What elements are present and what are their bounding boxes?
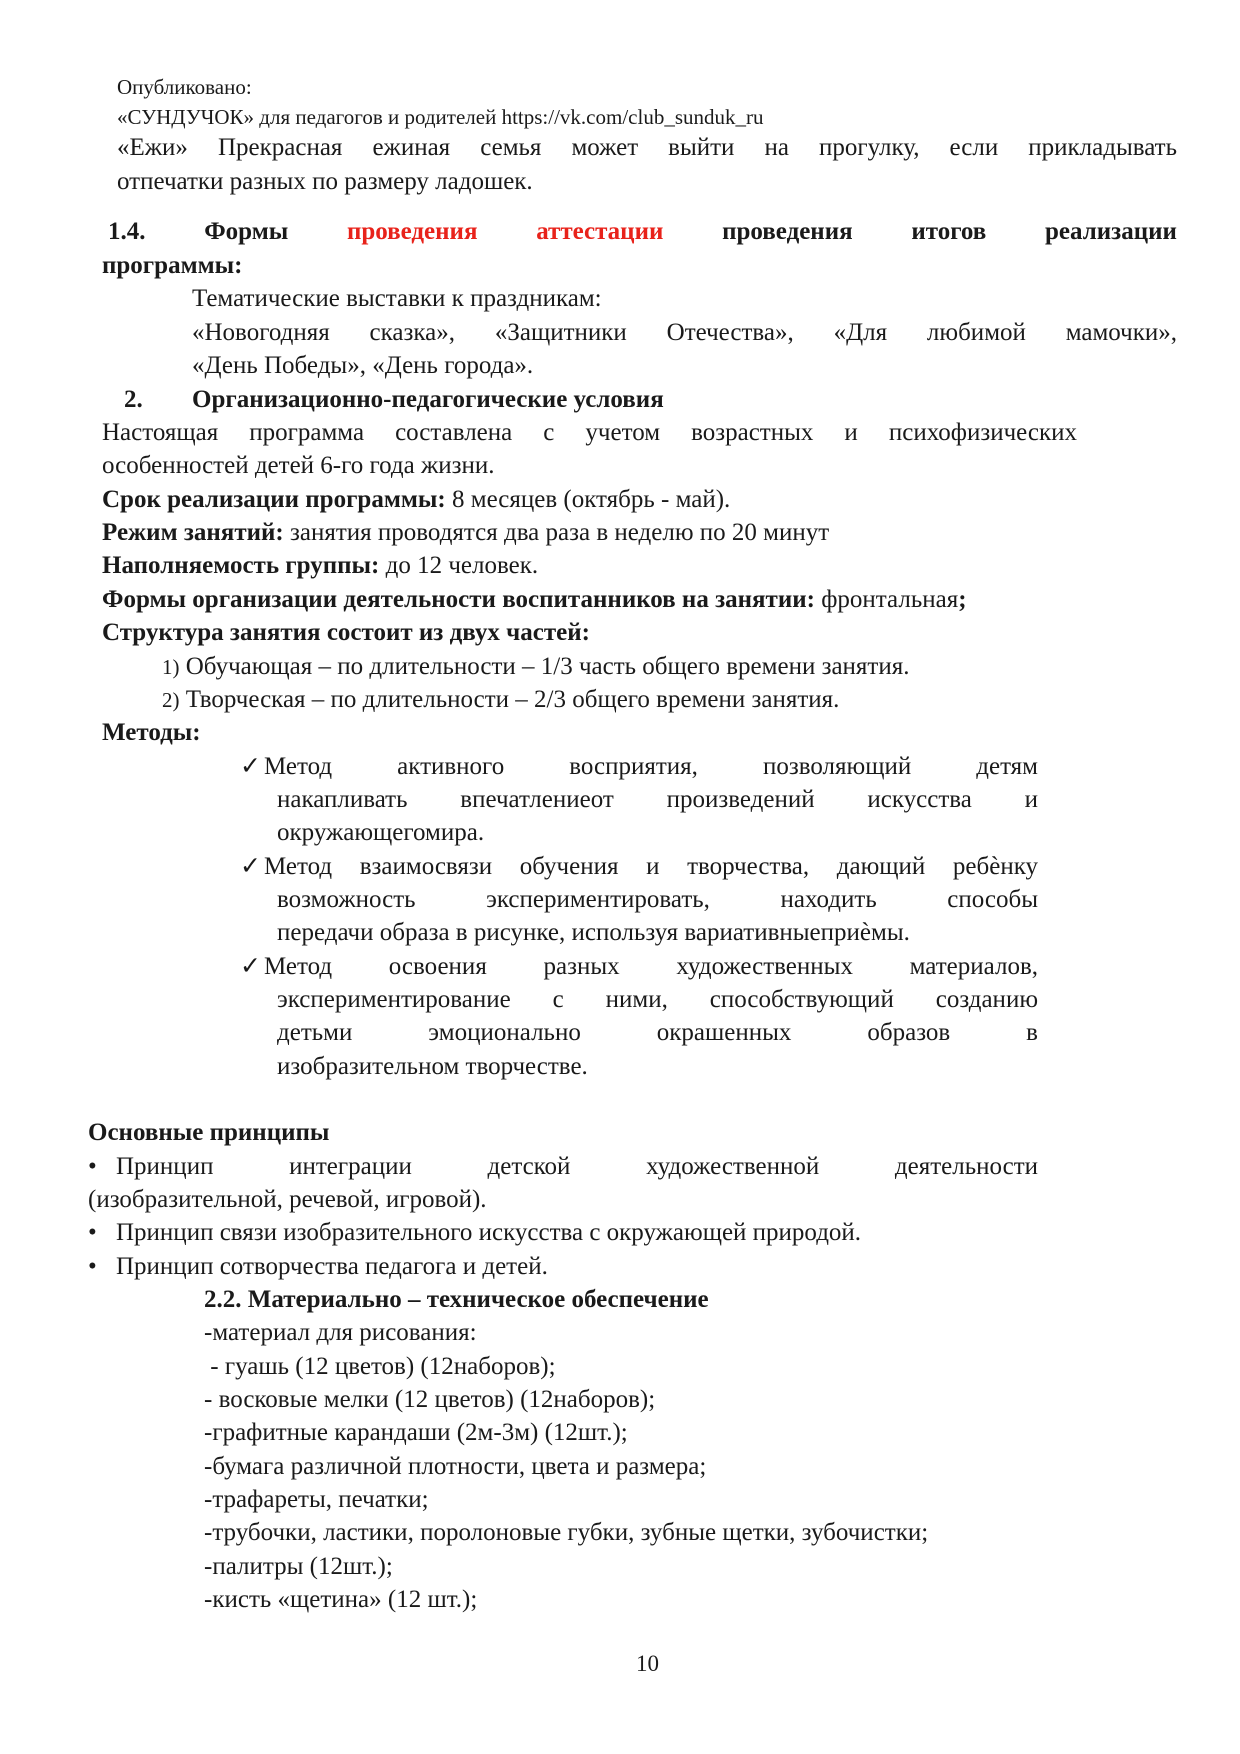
- principles-title: Основные принципы: [88, 1119, 330, 1146]
- intro-line-2: отпечатки разных по размеру ладошек.: [117, 168, 533, 195]
- part-2: [162, 685, 839, 715]
- bullet-icon: •: [88, 1219, 97, 1246]
- method-3-line-4: изобразительном творчестве.: [277, 1053, 588, 1080]
- forms-value: фронтальная: [814, 586, 959, 613]
- section-2-desc-line-2: особенностей детей 6-го года жизни.: [102, 452, 495, 479]
- section-1-4-heading: [108, 217, 1177, 247]
- page-number: 10: [636, 1651, 659, 1676]
- check-icon: ✓: [240, 853, 261, 880]
- term-row: [102, 485, 730, 515]
- material-item: -кисть «щетина» (12 шт.);: [204, 1586, 478, 1613]
- method-2-line-2: возможность экспериментировать, находить способы: [277, 886, 1038, 913]
- principle-1-line-1: Принцип интеграции детской художественной деятельности: [116, 1153, 1038, 1180]
- part-1: [162, 652, 909, 682]
- material-item: -графитные карандаши (2м-3м) (12шт.);: [204, 1419, 628, 1446]
- intro-line-1: «Ежи» Прекрасная ежиная семья может выйти на прогулку, если прикладывать: [117, 134, 1177, 161]
- forms-row: [102, 585, 967, 615]
- material-item: - гуашь (12 цветов) (12наборов);: [204, 1353, 556, 1380]
- group-label: Наполняемость группы:: [102, 552, 380, 579]
- principle-2: Принцип связи изобразительного искусства с окружающей природой.: [116, 1219, 862, 1246]
- heading-word-1: Формы: [204, 218, 289, 245]
- material-item: -материал для рисования:: [204, 1319, 477, 1346]
- group-row: [102, 551, 538, 581]
- term-value: 8 месяцев (октябрь - май).: [445, 486, 731, 513]
- part-1-text: Обучающая – по длительности – 1/3 часть общего времени занятия.: [185, 653, 910, 680]
- method-1-line-1: Метод активного восприятия, позволяющий детям: [264, 753, 1038, 780]
- section-2-title: Организационно-педагогические условия: [192, 386, 664, 413]
- mode-value: занятия проводятся два раза в неделю по 20 минут: [283, 519, 830, 546]
- section-1-4-number: 1.4.: [108, 218, 146, 245]
- method-3-line-2: экспериментирование с ними, способствующий созданию: [277, 986, 1038, 1013]
- structure-label: Структура занятия состоит из двух частей:: [102, 619, 590, 646]
- exhibits-line-2: «День Победы», «День города».: [192, 352, 534, 379]
- source-line: «СУНДУЧОК» для педагогов и родителей https://vk.com/club_sunduk_ru: [117, 105, 764, 129]
- group-value: до 12 человек.: [379, 552, 539, 579]
- check-icon: ✓: [240, 953, 261, 980]
- section-2-2-title: 2.2. Материально – техническое обеспечение: [204, 1286, 709, 1313]
- published-label: Опубликовано:: [117, 75, 252, 99]
- forms-end: ;: [958, 586, 967, 613]
- mode-row: [102, 518, 829, 548]
- exhibits-line-1: «Новогодняя сказка», «Защитники Отечества», «Для любимой мамочки»,: [192, 319, 1177, 346]
- heading-word-3: аттестации: [536, 218, 664, 245]
- mode-label: Режим занятий:: [102, 519, 284, 546]
- part-2-number: 2): [162, 688, 180, 712]
- section-2-number: 2.: [124, 386, 143, 413]
- material-item: -палитры (12шт.);: [204, 1553, 393, 1580]
- forms-label: Формы организации деятельности воспитанников на занятии:: [102, 586, 815, 613]
- bullet-icon: •: [88, 1253, 97, 1280]
- check-icon: ✓: [240, 753, 261, 780]
- term-label: Срок реализации программы:: [102, 486, 446, 513]
- method-1-line-2: накапливать впечатлениeот произведений искусства и: [277, 786, 1038, 813]
- method-2-line-3: передачи образа в рисунке, используя вариативныеприѐмы.: [277, 919, 910, 946]
- material-item: - восковые мелки (12 цветов) (12наборов);: [204, 1386, 656, 1413]
- material-item: -трафареты, печатки;: [204, 1486, 429, 1513]
- method-3-line-3: детьми эмоционально окрашенных образов в: [277, 1019, 1038, 1046]
- method-1-line-3: окружающегомира.: [277, 819, 485, 846]
- heading-word-6: реализации: [1045, 218, 1177, 245]
- principle-3: Принцип сотворчества педагога и детей.: [116, 1253, 548, 1280]
- heading-word-5: итогов: [911, 218, 987, 245]
- heading-word-4: проведения: [722, 218, 853, 245]
- section-2-desc-line-1: Настоящая программа составлена с учетом возрастных и психофизических: [102, 419, 1077, 446]
- bullet-icon: •: [88, 1153, 97, 1180]
- part-2-text: Творческая – по длительности – 2/3 общего времени занятия.: [185, 686, 840, 713]
- method-2-line-1: Метод взаимосвязи обучения и творчества, дающий ребѐнку: [264, 853, 1038, 880]
- part-1-number: 1): [162, 655, 180, 679]
- material-item: -бумага различной плотности, цвета и размера;: [204, 1453, 707, 1480]
- section-1-4-heading-tail: программы:: [102, 252, 243, 279]
- methods-label: Методы:: [102, 719, 201, 746]
- exhibits-intro: Тематические выставки к праздникам:: [192, 285, 602, 312]
- method-3-line-1: Метод освоения разных художественных материалов,: [264, 953, 1038, 980]
- material-item: -трубочки, ластики, поролоновые губки, зубные щетки, зубочистки;: [204, 1519, 929, 1546]
- heading-word-2: проведения: [346, 218, 478, 245]
- principle-1-line-2: (изобразительной, речевой, игровой).: [88, 1186, 487, 1213]
